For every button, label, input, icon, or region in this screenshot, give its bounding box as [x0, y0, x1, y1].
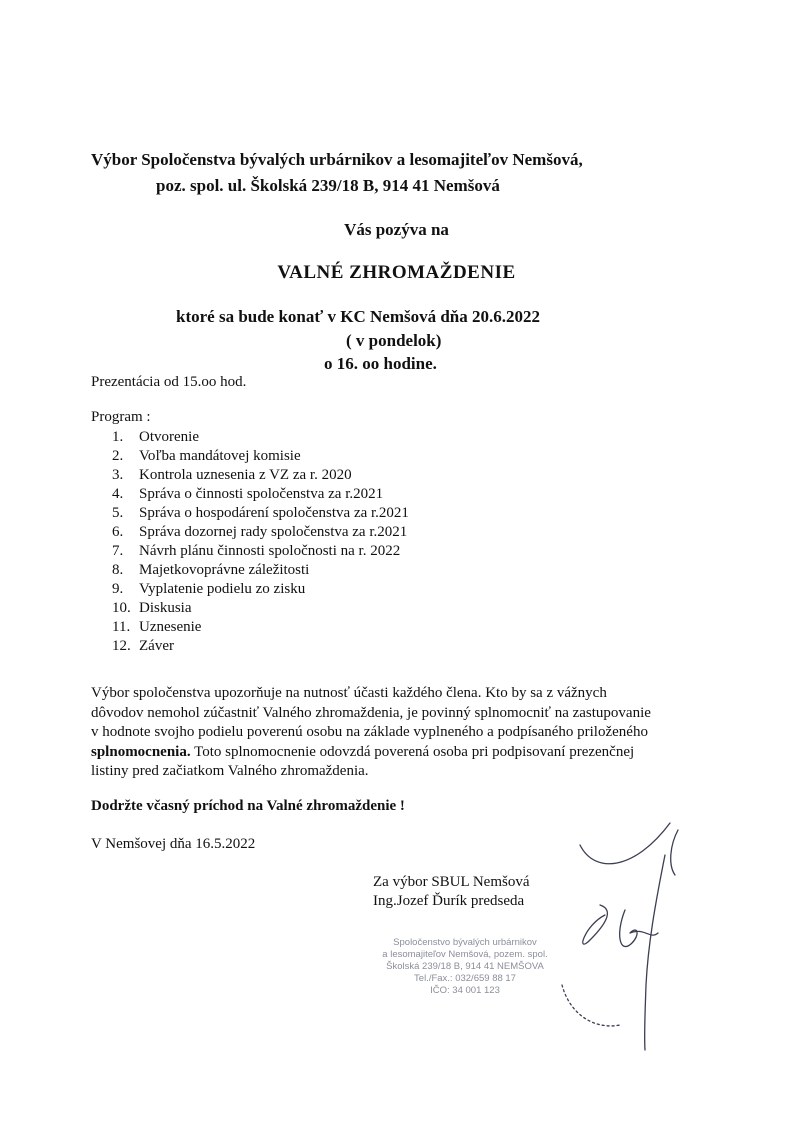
meeting-time: o 16. oo hodine. [324, 354, 437, 373]
program-item-text: Správa dozornej rady spoločenstva za r.2021 [139, 524, 408, 540]
program-item [112, 523, 409, 542]
program-label: Program : [91, 409, 151, 425]
program-item [112, 599, 409, 618]
program-item-number: 1. [112, 429, 124, 445]
header-line-2: poz. spol. ul. Školská 239/18 B, 914 41 Nemšová [156, 176, 500, 195]
presentation-time: Prezentácia od 15.oo hod. [91, 374, 247, 390]
program-item-number: 8. [112, 562, 124, 578]
paragraph-line: dôvodov nemohol zúčastniť Valného zhromaždenia, je povinný splnomocniť na zastupovanie [91, 704, 651, 721]
signatory-name: Ing.Jozef Ďurík predseda [373, 893, 525, 909]
program-item [112, 618, 409, 637]
stamp-line: IČO: 34 001 123 [430, 985, 500, 996]
program-item-text: Správa o hospodárení spoločenstva za r.2021 [139, 505, 409, 521]
meeting-date-line: ktoré sa bude konať v KC Nemšová dňa 20.6.2022 [176, 307, 541, 326]
program-item-text: Voľba mandátovej komisie [139, 448, 301, 464]
program-item-number: 10. [112, 600, 131, 616]
program-item [112, 561, 409, 580]
program-item-number: 7. [112, 543, 124, 559]
program-list [112, 428, 409, 656]
program-item [112, 447, 409, 466]
program-item-number: 5. [112, 505, 124, 521]
program-item-number: 2. [112, 448, 124, 464]
proxy-emphasis: splnomocnenia. [91, 743, 191, 760]
program-item-text: Návrh plánu činnosti spoločnosti na r. 2022 [139, 543, 401, 559]
program-item [112, 504, 409, 523]
program-item-text: Uznesenie [139, 619, 202, 635]
program-item-number: 4. [112, 486, 124, 502]
program-item-text: Kontrola uznesenia z VZ za r. 2020 [139, 467, 352, 483]
program-item-text: Diskusia [139, 600, 192, 616]
paragraph-line-rest: Toto splnomocnenie odovzdá poverená osoba pri podpisovaní prezenčnej [190, 743, 635, 760]
stamp-line: Školská 239/18 B, 914 41 NEMŠOVA [386, 961, 544, 972]
program-item [112, 466, 409, 485]
program-item-text: Záver [139, 638, 174, 654]
invite-line: Vás pozýva na [344, 220, 449, 239]
program-item-number: 6. [112, 524, 124, 540]
assembly-title: VALNÉ ZHROMAŽDENIE [277, 262, 516, 283]
program-item-number: 9. [112, 581, 124, 597]
signatory-committee: Za výbor SBUL Nemšová [373, 874, 530, 890]
date-line: V Nemšovej dňa 16.5.2022 [91, 836, 256, 852]
program-item-text: Otvorenie [139, 429, 199, 445]
program-item [112, 428, 409, 447]
paragraph-line: Výbor spoločenstva upozorňuje na nutnosť účasti každého člena. Kto by sa z vážnych [91, 685, 607, 701]
program-item-number: 3. [112, 467, 124, 483]
stamp-line: Spoločenstvo bývalých urbárnikov [393, 937, 537, 948]
paragraph-line: v hodnote svojho podielu poverenú osobu na základe vyplneného a podpísaného priloženého [91, 724, 648, 740]
program-item-text: Vyplatenie podielu zo zisku [139, 581, 306, 597]
program-item-number: 11. [112, 619, 131, 635]
program-item [112, 485, 409, 504]
meeting-weekday: ( v pondelok) [346, 331, 442, 350]
arrival-note: Dodržte včasný príchod na Valné zhromaždenie ! [91, 798, 405, 814]
program-item-number: 12. [112, 638, 131, 654]
official-stamp [370, 937, 560, 997]
program-item [112, 637, 409, 656]
stamp-line: Tel./Fax.: 032/659 88 17 [414, 973, 516, 984]
program-item [112, 542, 409, 561]
program-item-text: Majetkovoprávne záležitosti [139, 562, 310, 578]
handwritten-signature [560, 815, 710, 1055]
paragraph-line: listiny pred začiatkom Valného zhromaždenia. [91, 763, 369, 779]
stamp-line: a lesomajiteľov Nemšová, pozem. spol. [382, 949, 548, 960]
paragraph-line [91, 743, 651, 763]
attendance-paragraph [91, 684, 651, 782]
program-item-text: Správa o činnosti spoločenstva za r.2021 [139, 486, 384, 502]
program-item [112, 580, 409, 599]
header-line-1: Výbor Spoločenstva bývalých urbárnikov a lesomajiteľov Nemšová, [91, 150, 583, 169]
